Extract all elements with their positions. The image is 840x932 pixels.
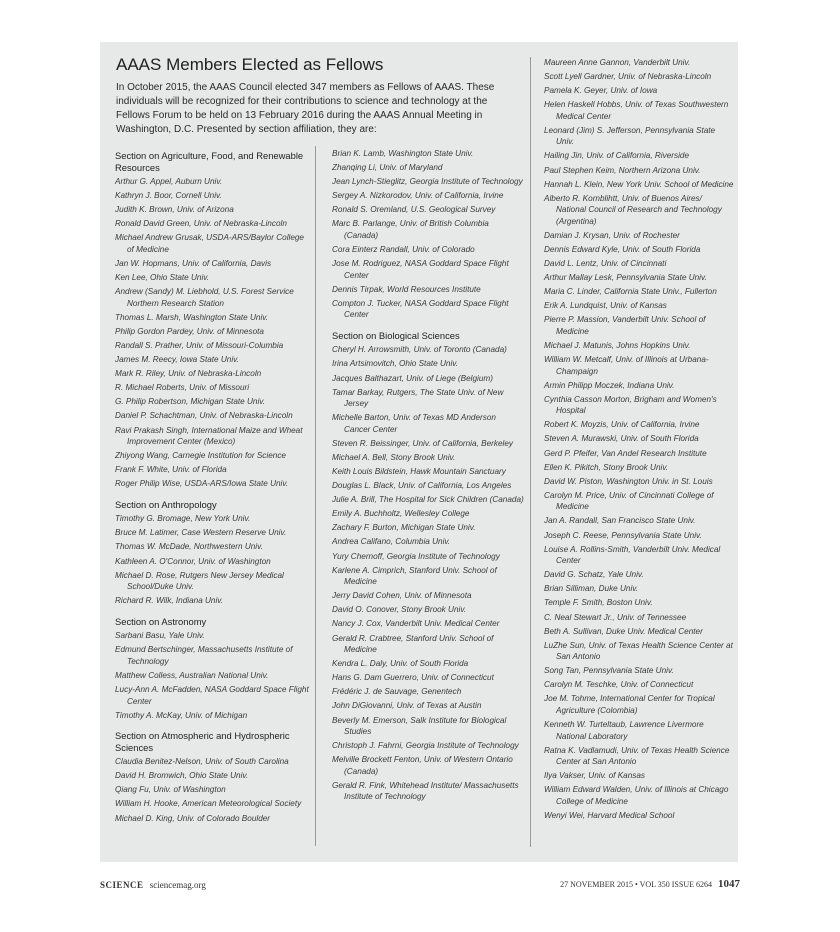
fellow-entry: Gerd P. Pfeifer, Van Andel Research Institute [544,448,707,458]
fellow-entry: Emily A. Buchholtz, Wellesley College [332,509,470,519]
footer-publication [100,880,206,890]
fellow-entry: Cora Einterz Randall, Univ. of Colorado [332,245,475,255]
fellow-entry: Roger Philip Wise, USDA-ARS/Iowa State Univ. [115,479,289,489]
fellow-entry: Timothy A. McKay, Univ. of Michigan [115,710,248,720]
fellow-entry: Tamar Barkay, Rutgers, The State Univ. of New Jersey [332,387,504,409]
fellow-entry: Jose M. Rodriguez, NASA Goddard Space Flight Center [332,259,509,280]
fellow-entry: Philip Gordon Pardey, Univ. of Minnesota [115,326,264,336]
fellow-entry: Steven R. Beissinger, Univ. of California, Berkeley [332,438,513,448]
fellow-entry: William W. Metcalf, Univ. of Illinois at Urbana-Champaign [544,355,709,376]
fellow-entry: Matthew Colless, Australian National Univ. [115,670,269,680]
fellow-entry: Paul Stephen Keim, Northern Arizona Univ. [544,165,701,175]
fellow-entry: Andrea Califano, Columbia Univ. [332,537,451,547]
fellow-entry: Qiang Fu, Univ. of Washington [115,785,226,795]
fellow-entry: Pierre P. Massion, Vanderbilt Univ. School of Medicine [544,315,706,336]
fellow-entry: Mark R. Riley, Univ. of Nebraska-Lincoln [115,369,262,379]
fellow-entry: David H. Bromwich, Ohio State Univ. [115,771,249,781]
section-heading: Section on Astronomy [115,615,207,627]
fellow-entry: Jan W. Hopmans, Univ. of California, Davis [115,258,272,268]
journal-website: sciencemag.org [149,880,206,890]
fellow-entry: Kathryn J. Boor, Cornell Univ. [115,191,222,201]
journal-name: SCIENCE [100,880,144,890]
fellow-entry: Michael Andrew Grusak, USDA-ARS/Baylor College of Medicine [115,233,304,254]
fellow-entry: Hannah L. Klein, New York Univ. School of Medicine [544,179,734,189]
fellow-entry: Brian Silliman, Duke Univ. [544,584,639,594]
fellow-entry: Thomas L. Marsh, Washington State Univ. [115,312,269,322]
fellow-entry: David L. Lentz, Univ. of Cincinnati [544,259,667,269]
fellow-entry: Ilya Vakser, Univ. of Kansas [544,771,646,781]
fellow-entry: Beverly M. Emerson, Salk Institute for Biological Studies [332,715,507,736]
fellow-entry: Joe M. Tohme, International Center for Tropical Agriculture (Colombia) [544,694,715,715]
fellow-entry: David W. Piston, Washington Univ. in St. Louis [544,476,713,486]
fellow-entry: Ken Lee, Ohio State Univ. [115,273,210,283]
fellow-entry: Temple F. Smith, Boston Univ. [544,598,653,608]
fellow-entry: Yury Chernoff, Georgia Institute of Technology [332,551,500,561]
fellow-entry: Erik A. Lundquist, Univ. of Kansas [544,301,667,311]
fellow-entry: Gerald R. Crabtree, Stanford Univ. School of Medicine [332,633,494,655]
footer-issue [560,878,740,890]
fellow-entry: Dennis Edward Kyle, Univ. of South Florida [544,244,701,254]
fellow-entry: Compton J. Tucker, NASA Goddard Space Flight Center [332,298,509,320]
fellow-entry: David O. Conover, Stony Brook Univ. [332,605,467,615]
fellow-entry: Dennis Tirpak, World Resources Institute [332,284,481,294]
fellow-entry: Hailing Jin, Univ. of California, Riverside [544,151,690,161]
fellow-entry: Kenneth W. Turteltaub, Lawrence Livermore National Laboratory [544,720,704,741]
fellow-entry: Steven A. Murawski, Univ. of South Florida [544,434,699,444]
fellow-entry: Arthur G. Appel, Auburn Univ. [115,177,223,186]
fellow-entry: Helen Haskell Hobbs, Univ. of Texas Southwestern Medical Center [544,100,729,121]
fellow-entry: Ratna K. Vadlamudi, Univ. of Texas Health Science Center at San Antonio [544,745,730,767]
fellow-entry: Ravi Prakash Singh, International Maize and Wheat Improvement Center (Mexico) [115,425,303,446]
fellow-entry: Douglas L. Black, Univ. of California, Los Angeles [332,481,512,491]
fellow-entry: Jerry David Cohen, Univ. of Minnesota [332,591,472,601]
fellow-entry: Thomas W. McDade, Northwestern Univ. [115,542,263,552]
fellow-entry: Randall S. Prather, Univ. of Missouri-Columbia [115,340,284,350]
section-heading: Section on Atmospheric and Hydrospheric Sciences [115,730,290,753]
fellow-entry: Andrew (Sandy) M. Liebhold, U.S. Forest Service Northern Research Station [115,287,294,308]
fellow-entry: Irina Artsimovitch, Ohio State Univ. [332,359,459,369]
fellow-entry: Julie A. Brill, The Hospital for Sick Children (Canada) [332,495,524,505]
fellow-entry: David G. Schatz, Yale Univ. [544,570,644,580]
fellow-entry: Cynthia Casson Morton, Brigham and Women's Hospital [544,394,717,416]
fellow-entry: Wenyi Wei, Harvard Medical School [544,810,675,820]
fellow-entry: Nancy J. Cox, Vanderbilt Univ. Medical Center [332,619,500,629]
fellow-entry: Arthur Mallay Lesk, Pennsylvania State Univ. [544,273,707,283]
fellow-entry: Hans G. Dam Guerrero, Univ. of Connecticut [332,673,494,683]
fellow-entry: Leonard (Jim) S. Jefferson, Pennsylvania State Univ. [544,125,716,147]
fellow-entry: LuZhe Sun, Univ. of Texas Health Science Center at San Antonio [544,640,733,662]
fellow-entry: Christoph J. Fahrni, Georgia Institute of Technology [332,741,519,751]
fellow-entry: Richard R. Wilk, Indiana Univ. [115,596,224,606]
fellow-entry: Maureen Anne Gannon, Vanderbilt Univ. [544,58,691,67]
fellow-entry: C. Neal Stewart Jr., Univ. of Tennessee [544,612,687,622]
fellow-entry: Alberto R. Kornblihtt, Univ. of Buenos Aires/ National Council of Research and Technology (Argentina) [544,193,722,226]
fellow-entry: Michelle Barton, Univ. of Texas MD Anderson Cancer Center [332,413,496,434]
fellow-entry: Jean Lynch-Stieglitz, Georgia Institute of Technology [332,177,523,187]
article-title: AAAS Members Elected as Fellows [116,55,384,74]
fellows-column-1 [115,150,311,827]
issue-info: 27 NOVEMBER 2015 • VOL 350 ISSUE 6264 [560,880,712,889]
fellow-entry: Jacques Balthazart, Univ. of Liege (Belgium) [332,373,493,383]
fellow-entry: Keith Louis Bildstein, Hawk Mountain Sanctuary [332,467,506,476]
fellow-entry: Sarbani Basu, Yale Univ. [115,631,205,641]
fellow-entry: Frank F. White, Univ. of Florida [115,465,227,475]
fellow-entry: Ellen K. Pikitch, Stony Brook Univ. [544,462,669,472]
intro-paragraph: In October 2015, the AAAS Council elected 347 members as Fellows of AAAS. These individuals will be recognized for their contributions to science and technology at the Fellows Forum to be held on 13 February 2016 during the AAAS Annual Meeting in Washington, D.C. Presented by section affiliation, they are: [116,82,495,135]
fellow-entry: John DiGiovanni, Univ. of Texas at Austin [332,701,482,711]
fellow-entry: Ronald David Green, Univ. of Nebraska-Lincoln [115,219,287,229]
fellow-entry: Claudia Benitez-Nelson, Univ. of South Carolina [115,757,289,767]
column-divider [315,146,316,846]
fellow-entry: Robert K. Moyzis, Univ. of California, Irvine [544,420,700,430]
fellow-entry: Kendra L. Daly, Univ. of South Florida [332,659,469,669]
fellow-entry: Zhanqing Li, Univ. of Maryland [332,163,443,173]
section-heading: Section on Biological Sciences [332,329,460,341]
fellow-entry: James M. Reecy, Iowa State Univ. [115,355,239,365]
fellow-entry: Michael D. Rose, Rutgers New Jersey Medical School/Duke Univ. [115,570,284,592]
page-number: 1047 [718,878,740,890]
fellow-entry: Joseph C. Reese, Pennsylvania State Univ. [544,530,702,540]
fellow-entry: Michael A. Bell, Stony Brook Univ. [332,452,456,462]
fellow-entry: Michael J. Matunis, Johns Hopkins Univ. [544,341,691,350]
fellow-entry: Beth A. Sullivan, Duke Univ. Medical Center [544,626,703,636]
fellow-entry: William Edward Walden, Univ. of Illinois at Chicago College of Medicine [544,785,729,806]
fellow-entry: Gerald R. Fink, Whitehead Institute/ Massachusetts Institute of Technology [332,780,519,802]
fellow-entry: Song Tan, Pennsylvania State Univ. [544,666,674,676]
fellow-entry: Marc B. Parlange, Univ. of British Columbia (Canada) [332,219,489,240]
fellow-entry: Bruce M. Latimer, Case Western Reserve Univ. [115,528,287,538]
fellow-entry: Ronald S. Oremland, U.S. Geological Survey [332,205,496,215]
fellow-entry: R. Michael Roberts, Univ. of Missouri [115,383,250,393]
fellow-entry: G. Philip Robertson, Michigan State Univ. [115,397,266,407]
section-heading: Section on Anthropology [115,498,217,510]
fellow-entry: Lucy-Ann A. McFadden, NASA Goddard Space Flight Center [115,685,309,706]
fellow-entry: Brian K. Lamb, Washington State Univ. [332,149,474,158]
fellow-entry: Cheryl H. Arrowsmith, Univ. of Toronto (Canada) [332,345,507,355]
fellow-entry: Kathleen A. O'Connor, Univ. of Washington [115,556,271,566]
fellows-column-3 [544,57,734,824]
fellow-entry: Frédéric J. de Sauvage, Genentech [332,687,462,697]
fellow-entry: Louise A. Rollins-Smith, Vanderbilt Univ. Medical Center [544,544,721,566]
fellow-entry: Zachary F. Burton, Michigan State Univ. [332,523,476,533]
fellow-entry: Judith K. Brown, Univ. of Arizona [115,205,234,215]
fellow-entry: Carolyn M. Price, Univ. of Cincinnati College of Medicine [544,490,714,512]
fellow-entry: Daniel P. Schachtman, Univ. of Nebraska-Lincoln [115,411,293,421]
fellow-entry: Timothy G. Bromage, New York Univ. [115,514,251,524]
fellow-entry: Karlene A. Cimprich, Stanford Univ. School of Medicine [332,565,497,587]
fellow-entry: Damian J. Krysan, Univ. of Rochester [544,230,680,240]
fellow-entry: Michael D. King, Univ. of Colorado Boulder [115,813,271,823]
fellow-entry: Scott Lyell Gardner, Univ. of Nebraska-Lincoln [544,72,712,82]
fellow-entry: Pamela K. Geyer, Univ. of Iowa [544,86,658,96]
fellow-entry: Zhiyong Wang, Carnegie Institution for Science [115,451,286,461]
fellow-entry: Maria C. Linder, California State Univ., Fullerton [544,287,717,297]
fellows-column-2 [332,148,524,805]
section-heading: Section on Agriculture, Food, and Renewable Resources [115,150,304,173]
fellow-entry: Jan A. Randall, San Francisco State Univ. [544,516,696,526]
fellow-entry: William H. Hooke, American Meteorological Society [115,799,302,809]
fellow-entry: Carolyn M. Teschke, Univ. of Connecticut [544,680,694,690]
column-divider [530,57,531,847]
fellow-entry: Edmund Bertschinger, Massachusetts Institute of Technology [115,645,293,666]
fellow-entry: Sergey A. Nizkorodov, Univ. of California, Irvine [332,191,504,201]
fellow-entry: Melville Brockett Fenton, Univ. of Western Ontario (Canada) [332,755,513,776]
fellow-entry: Armin Philipp Moczek, Indiana Univ. [544,380,675,390]
